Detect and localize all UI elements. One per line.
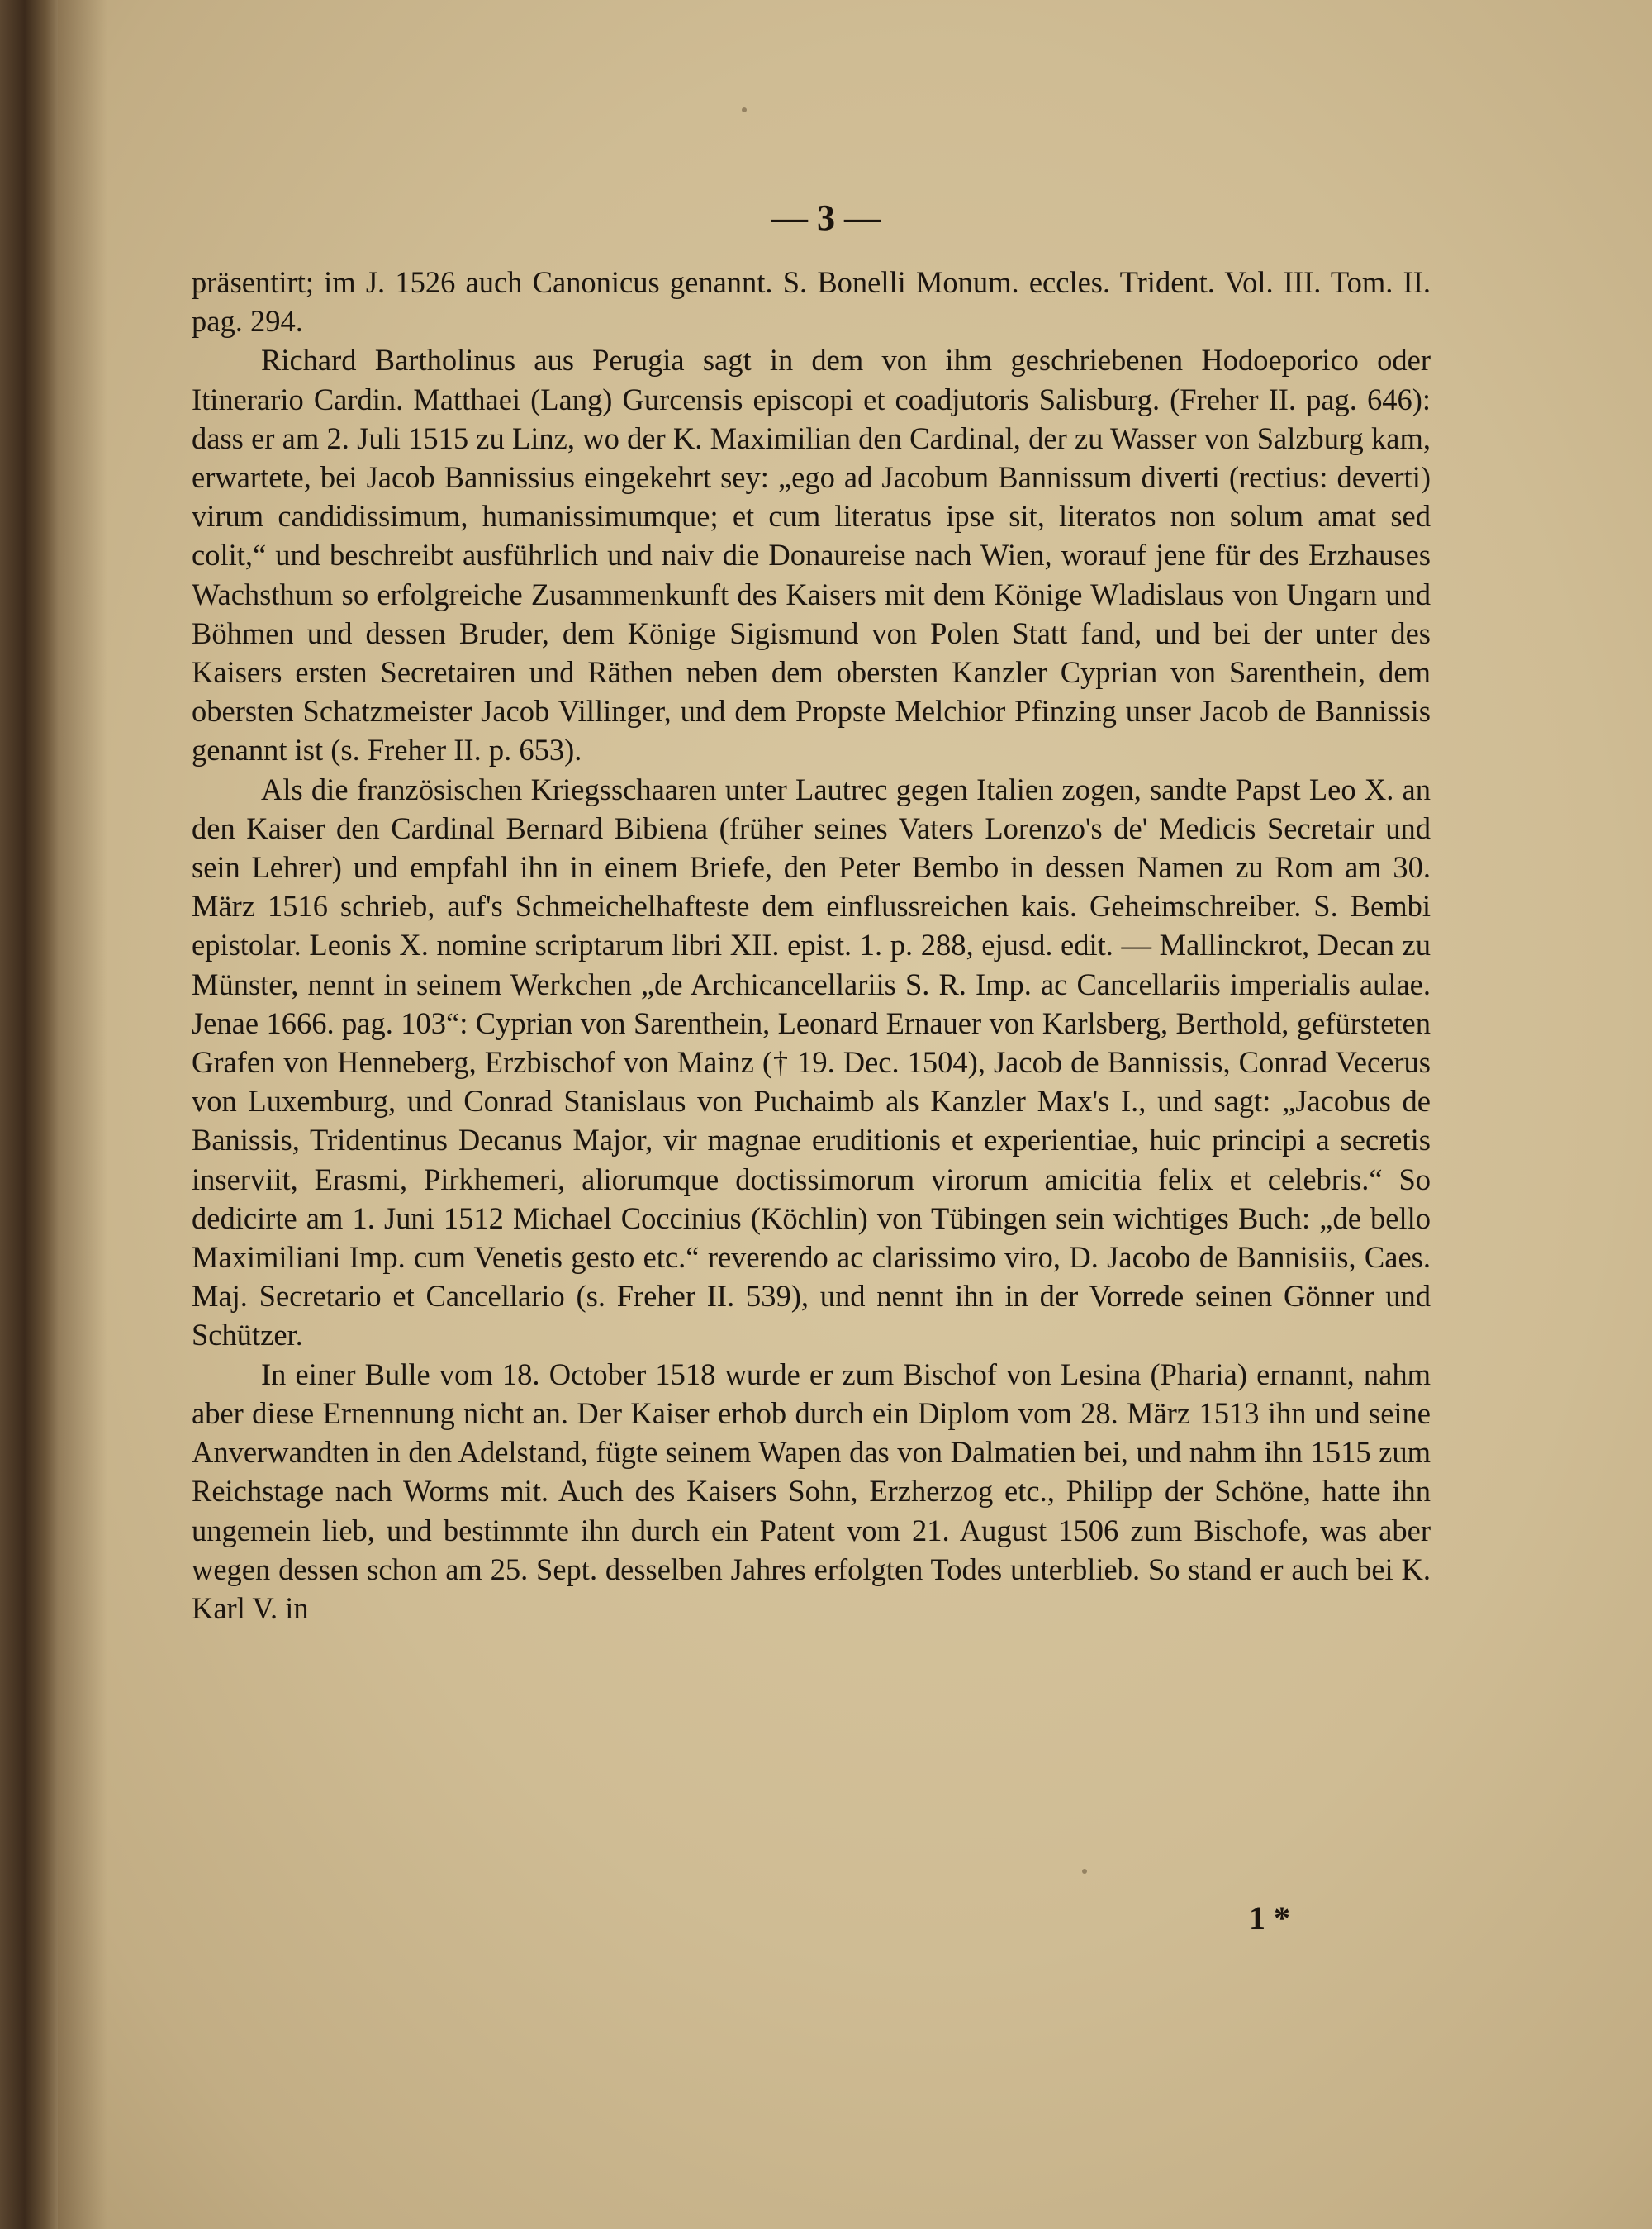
paragraph-2: Richard Bartholinus aus Perugia sagt in dem von ihm geschriebenen Hodoeporico oder Itinerario Cardin. Matthaei (Lang) Gurcensis episcopi et coadjutoris Salisburg. (Freher II. pag. 646): dass er am 2. Juli 1515 zu Linz, wo der K. Maximilian den Cardinal, der zu Wasser von Salzburg kam, erwartete, bei Jacob Bannissius eingekehrt sey: „ego ad Jacobum Bannissum diverti (rectius: deverti) virum candidissimum, humanissimumque; et cum literatus ipse sit, literatos non solum amat sed colit,“ und beschreibt ausführlich und naiv die Donaureise nach Wien, worauf jene für des Erzhauses Wachsthum so erfolgreiche Zusammenkunft des Kaisers mit dem Könige Wladislaus von Ungarn und Böhmen und dessen Bruder, dem Könige Sigismund von Polen Statt fand, und bei der unter des Kaisers ersten Secretairen und Räthen neben dem obersten Kanzler Cyprian von Sarenthein, dem obersten Schatzmeister Jacob Villinger, und dem Propste Melchior Pfinzing unser Jacob de Bannissis genannt ist (s. Freher II. p. 653).: [192, 343, 1431, 768]
paragraph-3: Als die französischen Kriegsschaaren unter Lautrec gegen Italien zogen, sandte Papst Leo X. an den Kaiser den Cardinal Bernard Bibiena (früher seines Vaters Lorenzo's de' Medicis Secretair und sein Lehrer) und empfahl ihn in einem Briefe, den Peter Bembo in dessen Namen zu Rom am 30. März 1516 schrieb, auf's Schmeichelhafteste dem einflussreichen kais. Geheimschreiber. S. Bembi epistolar. Leonis X. nomine scriptarum libri XII. epist. 1. p. 288, ejusd. edit. — Mallinckrot, Decan zu Münster, nennt in seinem Werkchen „de Archicancellariis S. R. Imp. ac Cancellariis imperialis aulae. Jenae 1666. pag. 103“: Cyprian von Sarenthein, Leonard Ernauer von Karlsberg, Berthold, gefürsteten Grafen von Henneberg, Erzbischof von Mainz († 19. Dec. 1504), Jacob de Bannissis, Conrad Vecerus von Luxemburg, und Conrad Stanislaus von Puchaimb als Kanzler Max's I., und sagt: „Jacobus de Banissis, Tridentinus Decanus Major, vir magnae eruditionis et experientiae, huic principi a secretis inserviit, Erasmi, Pirkhemeri, aliorumque doctissimorum virorum amicitia felix et celebris.“ So dedicirte am 1. Juni 1512 Michael Coccinius (Köchlin) von Tübingen sein wichtiges Buch: „de bello Maximiliani Imp. cum Venetis gesto etc.“ reverendo ac clarissimo viro, D. Jacobo de Bannisiis, Caes. Maj. Secretario et Cancellario (s. Freher II. 539), und nennt ihn in der Vorrede seinen Gönner und Schützer.: [192, 772, 1431, 1352]
paper-fleck: [742, 107, 747, 112]
page-number: — 3 —: [771, 197, 881, 238]
signature-mark: 1 *: [1249, 1899, 1290, 1937]
paper-fleck: [1082, 1869, 1087, 1874]
main-text: [192, 263, 1431, 1628]
paragraph-1: präsentirt; im J. 1526 auch Canonicus genannt. S. Bonelli Monum. eccles. Trident. Vol. III. Tom. II. pag. 294.: [192, 265, 1431, 339]
paragraph-4: In einer Bulle vom 18. October 1518 wurde er zum Bischof von Lesina (Pharia) ernannt, nahm aber diese Ernennung nicht an. Der Kaiser erhob durch ein Diplom vom 28. März 1513 ihn und seine Anverwandten in den Adelstand, fügte seinem Wapen das von Dalmatien bei, und nahm ihn 1515 zum Reichstage nach Worms mit. Auch des Kaisers Sohn, Erzherzog etc., Philipp der Schöne, hatte ihn ungemein lieb, und bestimmte ihn durch ein Patent vom 21. August 1506 zum Bischofe, was aber wegen dessen schon am 25. Sept. desselben Jahres erfolgten Todes unterblieb. So stand er auch bei K. Karl V. in: [192, 1357, 1431, 1625]
